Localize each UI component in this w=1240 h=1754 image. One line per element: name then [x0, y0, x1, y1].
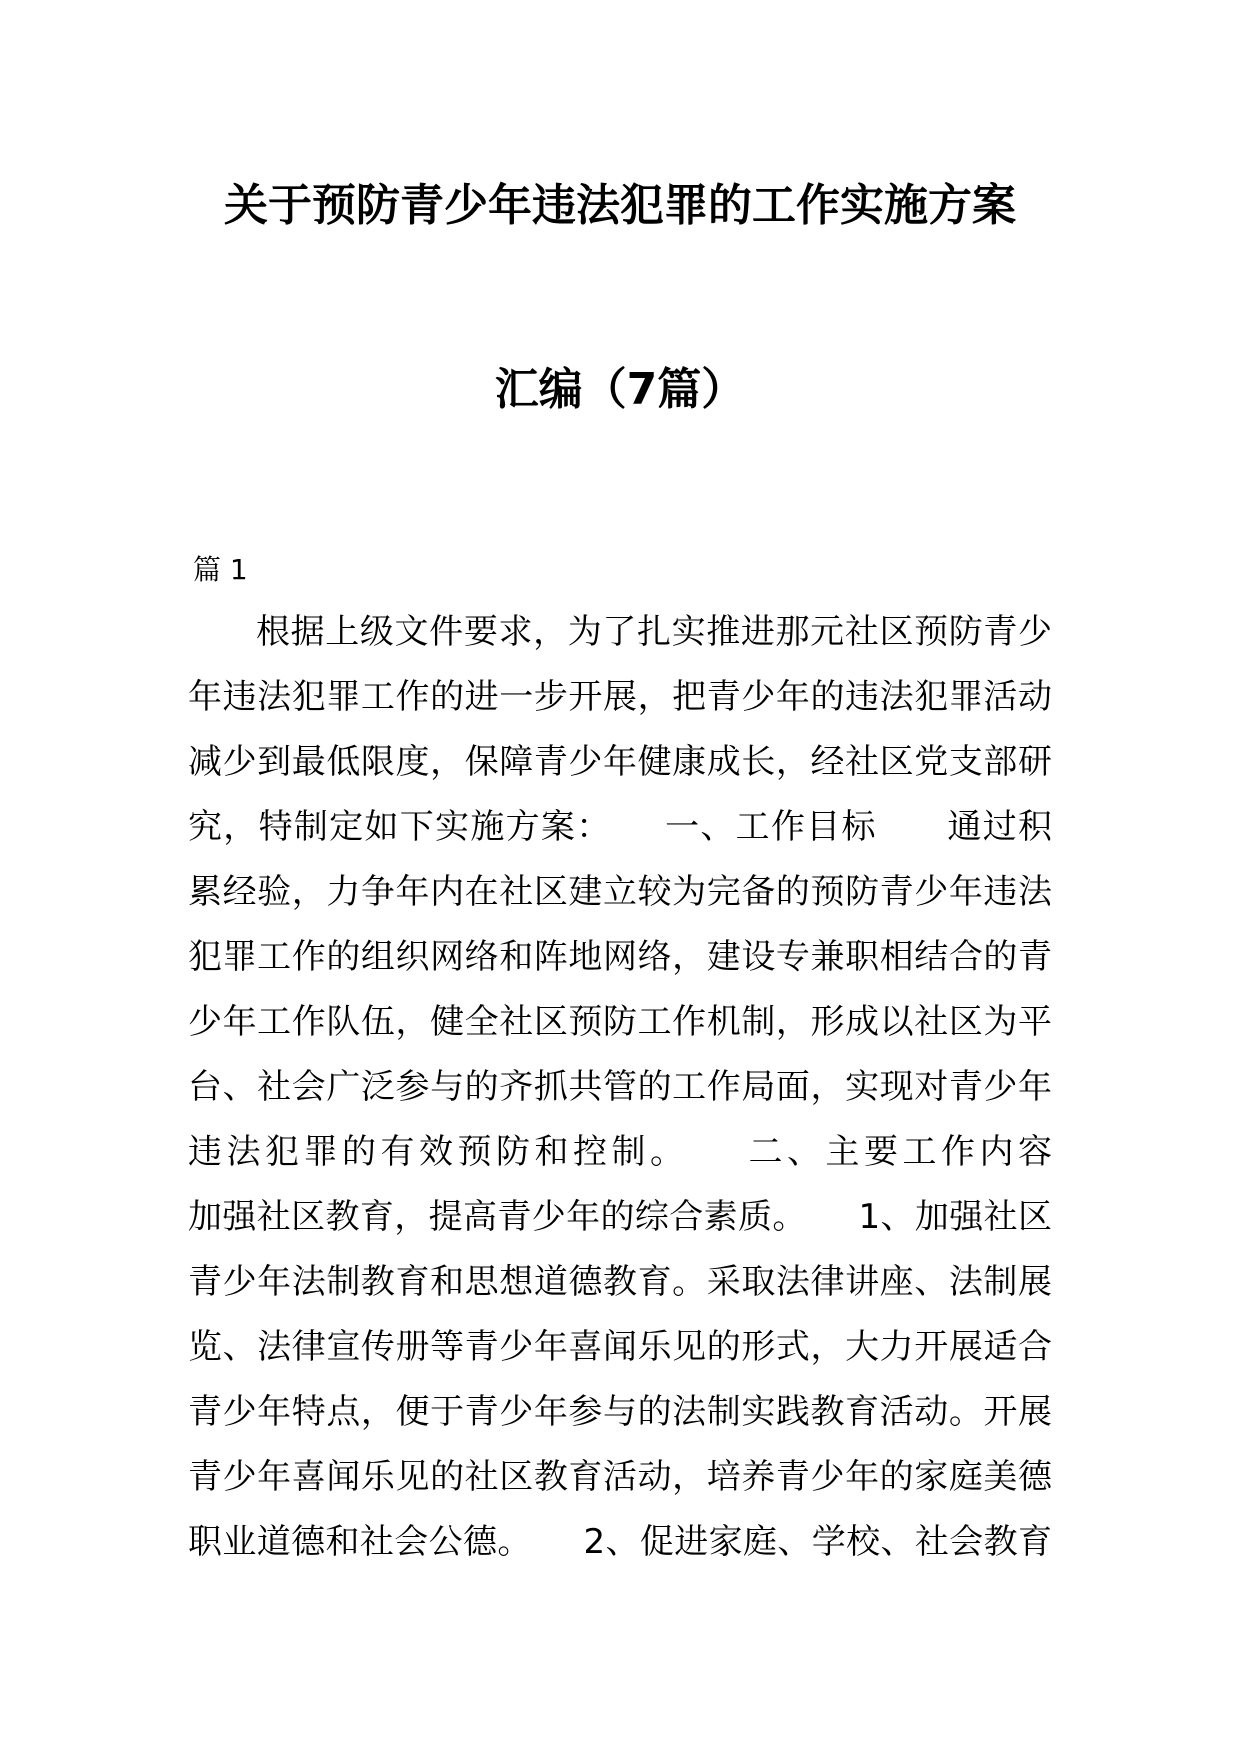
body-line: 青少年法制教育和思想道德教育。采取法律讲座、法制展	[188, 1262, 1052, 1302]
body-text	[188, 600, 1052, 1575]
body-line: 加强社区教育，提高青少年的综合素质。 1、加强社区	[188, 1197, 1052, 1237]
body-line: 少年工作队伍，健全社区预防工作机制，形成以社区为平	[188, 1002, 1052, 1042]
body-line: 累经验，力争年内在社区建立较为完备的预防青少年违法	[188, 872, 1052, 912]
section-label: 篇 1	[193, 553, 248, 586]
body-line: 犯罪工作的组织网络和阵地网络，建设专兼职相结合的青	[188, 937, 1052, 977]
body-line: 台、社会广泛参与的齐抓共管的工作局面，实现对青少年	[188, 1067, 1052, 1107]
body-line: 究，特制定如下实施方案： 一、工作目标 通过积	[188, 807, 1052, 847]
body-line: 青少年喜闻乐见的社区教育活动，培养青少年的家庭美德	[188, 1457, 1052, 1497]
document-title-line-2: 汇编（7篇）	[494, 364, 746, 415]
document-title-line-1: 关于预防青少年违法犯罪的工作实施方案	[224, 180, 1016, 231]
body-line: 违法犯罪的有效预防和控制。 二、主要工作内容	[188, 1132, 1052, 1172]
body-line: 减少到最低限度，保障青少年健康成长，经社区党支部研	[188, 742, 1052, 782]
body-line: 青少年特点，便于青少年参与的法制实践教育活动。开展	[188, 1392, 1052, 1432]
body-line: 职业道德和社会公德。 2、促进家庭、学校、社会教育	[188, 1522, 1052, 1562]
body-line: 览、法律宣传册等青少年喜闻乐见的形式，大力开展适合	[188, 1327, 1052, 1367]
body-line: 年违法犯罪工作的进一步开展，把青少年的违法犯罪活动	[188, 677, 1052, 717]
body-line: 根据上级文件要求，为了扎实推进那元社区预防青少	[256, 612, 1052, 652]
